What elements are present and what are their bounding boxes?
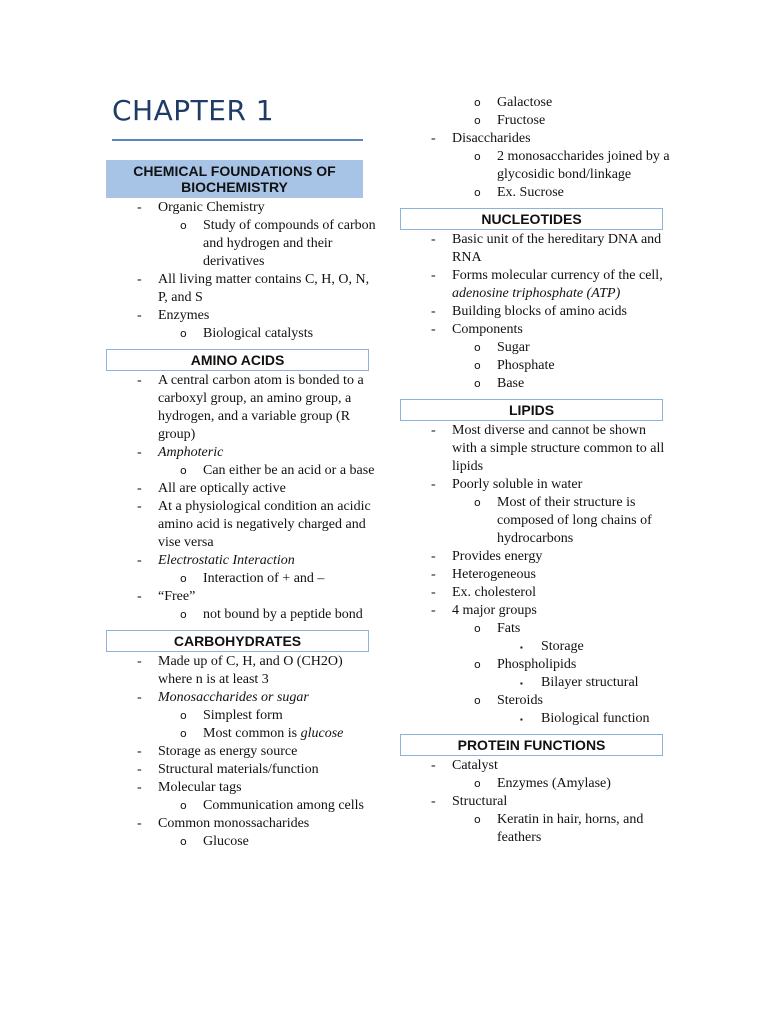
dash-bullet-icon: - [137, 373, 142, 388]
list-item-text: Made up of C, H, and O (CH2O) where n is at least 3 [158, 654, 343, 687]
list-item [400, 148, 670, 184]
circle-bullet-icon: o [474, 150, 481, 163]
list-item-text: Forms molecular currency of the cell, adenosine triphosphate (ATP) [452, 268, 663, 301]
list-item-text: Molecular tags [158, 780, 242, 795]
list-item-text: Most of their structure is composed of long chains of hydrocarbons [497, 495, 652, 546]
section-carbohydrates [106, 630, 376, 851]
bullet-list [106, 199, 376, 343]
list-item [400, 476, 670, 494]
list-item [106, 833, 376, 851]
list-item [400, 710, 670, 728]
dash-bullet-icon: - [137, 445, 142, 460]
list-item [106, 498, 376, 552]
list-item-text: “Free” [158, 589, 196, 604]
list-item-text: Communication among cells [203, 798, 364, 813]
dash-bullet-icon: - [431, 585, 436, 600]
dash-bullet-icon: - [431, 131, 436, 146]
section-heading: CHEMICAL FOUNDATIONS OF BIOCHEMISTRY [106, 160, 363, 198]
chapter-title-rule [112, 139, 363, 141]
list-item-text: Enzymes [158, 308, 210, 323]
list-item-text: Simplest form [203, 708, 283, 723]
square-bullet-icon: ▪ [520, 715, 523, 724]
dash-bullet-icon: - [137, 553, 142, 568]
list-item-text: Storage as energy source [158, 744, 298, 759]
circle-bullet-icon: o [474, 96, 481, 109]
dash-bullet-icon: - [137, 654, 142, 669]
list-item [400, 184, 670, 202]
list-item-text: Heterogeneous [452, 567, 536, 582]
section-nucleotides [400, 208, 670, 393]
dash-bullet-icon: - [431, 232, 436, 247]
dash-bullet-icon: - [137, 690, 142, 705]
bullet-list [400, 422, 670, 728]
list-item [400, 656, 670, 674]
list-item [400, 692, 670, 710]
circle-bullet-icon: o [180, 572, 187, 585]
circle-bullet-icon: o [474, 114, 481, 127]
dash-bullet-icon: - [431, 549, 436, 564]
list-item [400, 112, 670, 130]
list-item-text: A central carbon atom is bonded to a carboxyl group, an amino group, a hydrogen, and a variable group (R group) [158, 373, 364, 442]
circle-bullet-icon: o [180, 327, 187, 340]
list-item-text: Amphoteric [158, 445, 224, 460]
list-item [106, 815, 376, 833]
list-item-text: Ex. Sucrose [497, 185, 564, 200]
list-item [400, 775, 670, 793]
list-item [106, 797, 376, 815]
circle-bullet-icon: o [180, 219, 187, 232]
list-item [400, 94, 670, 112]
list-item-text: Disaccharides [452, 131, 531, 146]
list-item [106, 199, 376, 217]
dash-bullet-icon: - [137, 272, 142, 287]
list-item [106, 779, 376, 797]
list-item [106, 372, 376, 444]
list-item-text: All are optically active [158, 481, 286, 496]
circle-bullet-icon: o [180, 709, 187, 722]
dash-bullet-icon: - [431, 477, 436, 492]
list-item-text: Common monossacharides [158, 816, 310, 831]
bullet-list [400, 94, 670, 202]
dash-bullet-icon: - [431, 322, 436, 337]
chapter-title: CHAPTER 1 [112, 94, 275, 127]
list-item-text: Most common is glucose [203, 726, 344, 741]
dash-bullet-icon: - [431, 423, 436, 438]
list-item [106, 606, 376, 624]
circle-bullet-icon: o [180, 608, 187, 621]
list-item-text: Interaction of + and – [203, 571, 325, 586]
dash-bullet-icon: - [431, 304, 436, 319]
list-item [400, 267, 670, 303]
circle-bullet-icon: o [180, 799, 187, 812]
list-item-text: Catalyst [452, 758, 498, 773]
circle-bullet-icon: o [474, 341, 481, 354]
list-item [400, 602, 670, 620]
section-protein-functions [400, 734, 670, 847]
list-item [400, 303, 670, 321]
square-bullet-icon: ▪ [520, 679, 523, 688]
list-item [106, 444, 376, 462]
circle-bullet-icon: o [180, 464, 187, 477]
section-heading: CARBOHYDRATES [106, 630, 369, 652]
bullet-list [400, 757, 670, 847]
list-item-text: Monosaccharides or sugar [158, 690, 309, 705]
right-column [400, 94, 670, 853]
list-item [106, 653, 376, 689]
dash-bullet-icon: - [137, 744, 142, 759]
list-item [106, 707, 376, 725]
list-item-text: Study of compounds of carbon and hydrogen and their derivatives [203, 218, 376, 269]
list-item-text: Basic unit of the hereditary DNA and RNA [452, 232, 662, 265]
list-item [106, 307, 376, 325]
list-item [106, 480, 376, 498]
circle-bullet-icon: o [180, 835, 187, 848]
list-item [400, 494, 670, 548]
list-item [400, 757, 670, 775]
section-heading: LIPIDS [400, 399, 663, 421]
list-item [400, 375, 670, 393]
list-item [106, 725, 376, 743]
list-item-text: Sugar [497, 340, 530, 355]
list-item-text: Keratin in hair, horns, and feathers [497, 812, 644, 845]
list-item [400, 231, 670, 267]
section-carbohydrates-cont [400, 94, 670, 202]
list-item-text: 4 major groups [452, 603, 537, 618]
list-item-text: At a physiological condition an acidic amino acid is negatively charged and vise versa [158, 499, 371, 550]
list-item [400, 793, 670, 811]
section-chem-foundations [106, 160, 376, 343]
list-item-text: Biological catalysts [203, 326, 314, 341]
dash-bullet-icon: - [137, 589, 142, 604]
list-item-text: Most diverse and cannot be shown with a simple structure common to all lipids [452, 423, 665, 474]
section-amino-acids [106, 349, 376, 624]
dash-bullet-icon: - [137, 780, 142, 795]
list-item-text: Bilayer structural [541, 675, 639, 690]
list-item [400, 584, 670, 602]
list-item [106, 743, 376, 761]
list-item [106, 271, 376, 307]
list-item-text: Phospholipids [497, 657, 577, 672]
dash-bullet-icon: - [137, 308, 142, 323]
circle-bullet-icon: o [474, 694, 481, 707]
list-item [106, 552, 376, 570]
list-item [106, 570, 376, 588]
dash-bullet-icon: - [431, 794, 436, 809]
list-item-text: 2 monosaccharides joined by a glycosidic bond/linkage [497, 149, 670, 182]
section-heading: NUCLEOTIDES [400, 208, 663, 230]
circle-bullet-icon: o [474, 622, 481, 635]
list-item-text: Enzymes (Amylase) [497, 776, 611, 791]
list-item [106, 689, 376, 707]
list-item-text: Biological function [541, 711, 650, 726]
list-item-text: Electrostatic Interaction [158, 553, 295, 568]
list-item-text: All living matter contains C, H, O, N, P, and S [158, 272, 370, 305]
circle-bullet-icon: o [474, 377, 481, 390]
list-item-text: Ex. cholesterol [452, 585, 536, 600]
list-item [400, 422, 670, 476]
list-item-text: Glucose [203, 834, 249, 849]
list-item-text: Phosphate [497, 358, 555, 373]
section-lipids [400, 399, 670, 728]
list-item-text: Structural [452, 794, 508, 809]
list-item [400, 339, 670, 357]
section-heading: PROTEIN FUNCTIONS [400, 734, 663, 756]
list-item-text: Can either be an acid or a base [203, 463, 375, 478]
list-item [400, 566, 670, 584]
dash-bullet-icon: - [137, 481, 142, 496]
circle-bullet-icon: o [180, 727, 187, 740]
list-item-text: Base [497, 376, 525, 391]
square-bullet-icon: ▪ [520, 643, 523, 652]
list-item-text: Provides energy [452, 549, 543, 564]
circle-bullet-icon: o [474, 813, 481, 826]
dash-bullet-icon: - [431, 603, 436, 618]
list-item-text: Fructose [497, 113, 546, 128]
bullet-list [106, 653, 376, 851]
list-item [400, 811, 670, 847]
dash-bullet-icon: - [431, 567, 436, 582]
list-item-text: Steroids [497, 693, 543, 708]
list-item [106, 588, 376, 606]
section-heading: AMINO ACIDS [106, 349, 369, 371]
list-item [400, 638, 670, 656]
list-item [400, 674, 670, 692]
list-item-text: Structural materials/function [158, 762, 319, 777]
dash-bullet-icon: - [137, 762, 142, 777]
list-item [400, 620, 670, 638]
list-item-text: Poorly soluble in water [452, 477, 583, 492]
list-item [106, 325, 376, 343]
list-item [106, 462, 376, 480]
list-item [400, 357, 670, 375]
circle-bullet-icon: o [474, 496, 481, 509]
dash-bullet-icon: - [431, 268, 436, 283]
circle-bullet-icon: o [474, 777, 481, 790]
list-item-text: Building blocks of amino acids [452, 304, 627, 319]
list-item [106, 217, 376, 271]
dash-bullet-icon: - [137, 816, 142, 831]
left-column [106, 160, 376, 857]
list-item-text: Components [452, 322, 523, 337]
circle-bullet-icon: o [474, 186, 481, 199]
list-item [400, 321, 670, 339]
bullet-list [400, 231, 670, 393]
dash-bullet-icon: - [137, 200, 142, 215]
list-item-text: Organic Chemistry [158, 200, 265, 215]
dash-bullet-icon: - [137, 499, 142, 514]
list-item [106, 761, 376, 779]
list-item-text: not bound by a peptide bond [203, 607, 363, 622]
list-item-text: Galactose [497, 95, 553, 110]
dash-bullet-icon: - [431, 758, 436, 773]
list-item [400, 130, 670, 148]
circle-bullet-icon: o [474, 658, 481, 671]
circle-bullet-icon: o [474, 359, 481, 372]
list-item-text: Fats [497, 621, 521, 636]
bullet-list [106, 372, 376, 624]
list-item-text: Storage [541, 639, 584, 654]
list-item [400, 548, 670, 566]
